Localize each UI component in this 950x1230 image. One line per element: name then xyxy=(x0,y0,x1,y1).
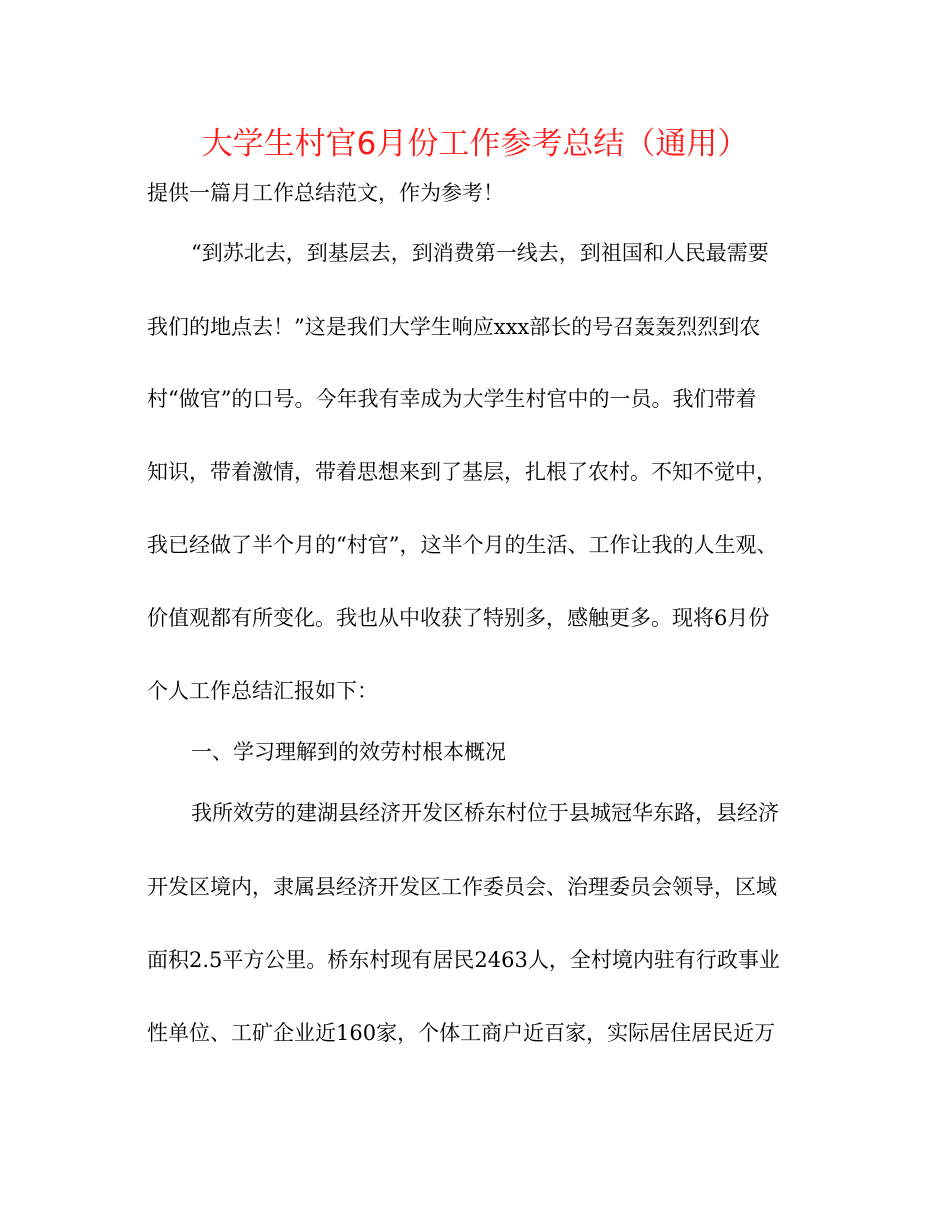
body-line: “到苏北去，到基层去，到消费第一线去，到祖国和人民最需要 xyxy=(191,241,769,265)
document-title: 大学生村官6月份工作参考总结（通用） xyxy=(201,126,749,162)
body-line: 个人工作总结汇报如下： xyxy=(147,679,378,703)
intro-line: 提供一篇月工作总结范文，作为参考！ xyxy=(147,181,504,205)
body-line: 我所效劳的建湖县经济开发区桥东村位于县城冠华东路，县经济 xyxy=(191,801,779,825)
body-line: 我已经做了半个月的“村官”，这半个月的生活、工作让我的人生观、 xyxy=(147,533,778,557)
section-heading: 一、学习理解到的效劳村根本概况 xyxy=(191,740,506,764)
body-line: 价值观都有所变化。我也从中收获了特别多，感触更多。现将6月份 xyxy=(147,606,770,630)
body-line: 村“做官”的口号。今年我有幸成为大学生村官中的一员。我们带着 xyxy=(147,387,757,411)
body-line: 知识，带着激情，带着思想来到了基层，扎根了农村。不知不觉中， xyxy=(147,460,777,484)
body-line: 开发区境内，隶属县经济开发区工作委员会、治理委员会领导，区域 xyxy=(147,875,777,899)
body-line: 性单位、工矿企业近160家，个体工商户近百家，实际居住居民近万 xyxy=(147,1021,776,1045)
body-line: 面积2.5平方公里。桥东村现有居民2463人，全村境内驻有行政事业 xyxy=(147,948,780,972)
body-line: 我们的地点去！”这是我们大学生响应xxx部长的号召轰轰烈烈到农 xyxy=(147,315,761,339)
